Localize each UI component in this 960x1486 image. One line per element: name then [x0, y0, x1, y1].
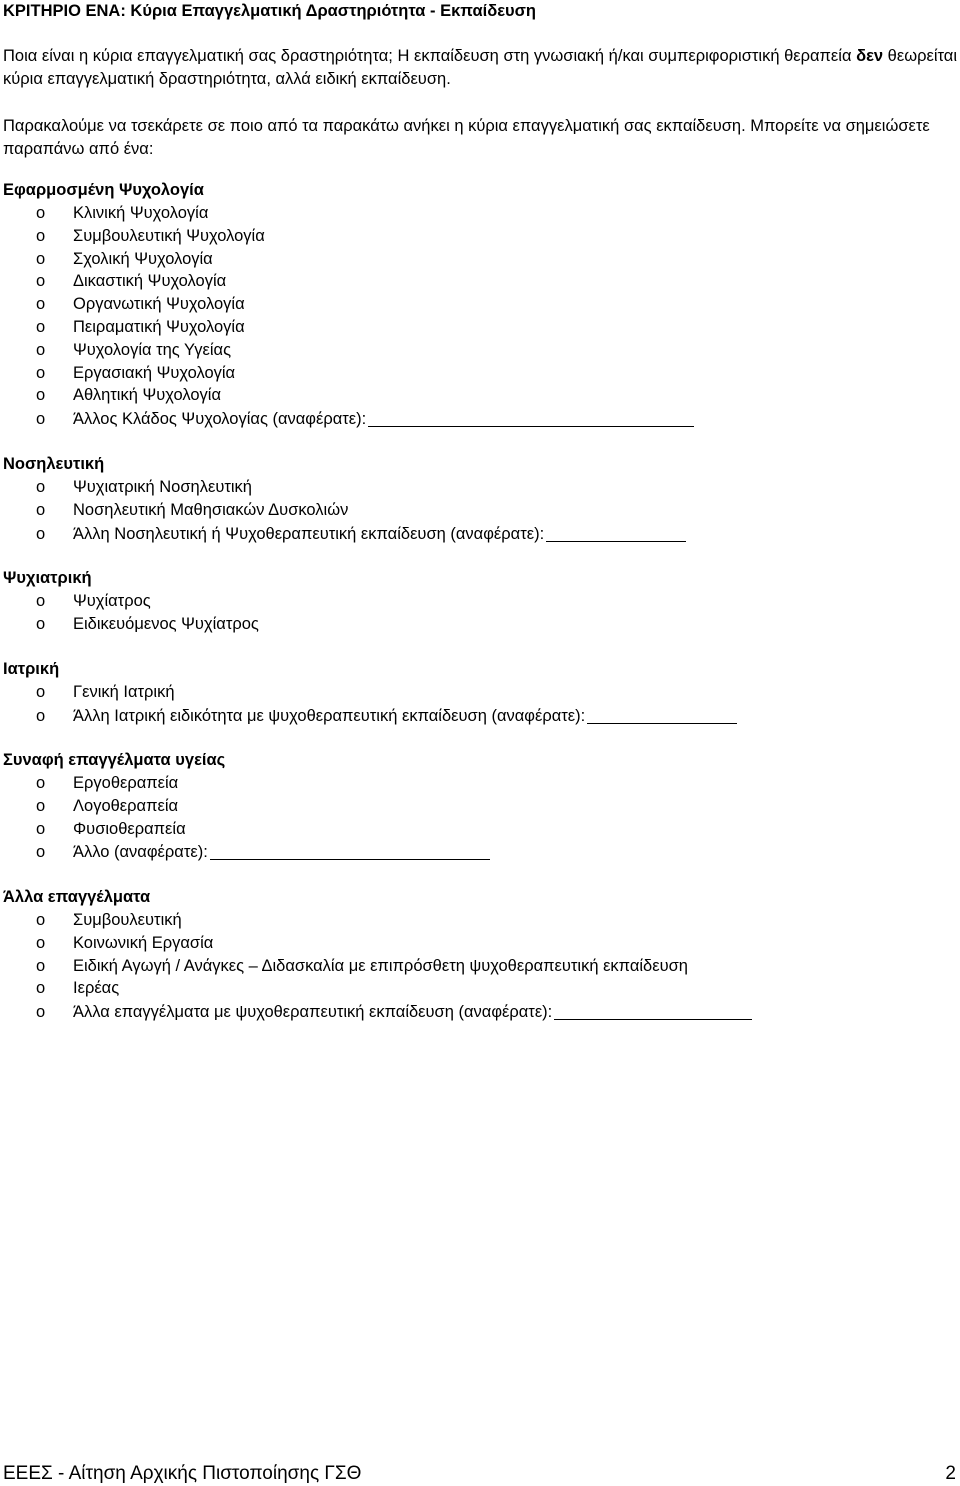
- checkbox-bullet-icon[interactable]: o: [36, 226, 46, 245]
- option-item[interactable]: [3, 270, 957, 293]
- option-item[interactable]: [3, 1000, 957, 1023]
- section-5: [3, 886, 957, 1023]
- fill-in-blank-field[interactable]: [546, 525, 686, 542]
- option-label: Ψυχιατρική Νοσηλευτική: [73, 478, 252, 496]
- option-label: Ψυχίατρος: [73, 592, 151, 610]
- option-item[interactable]: [3, 316, 957, 339]
- checkbox-bullet-icon[interactable]: o: [36, 911, 46, 929]
- option-label: Ψυχολογία της Υγείας: [73, 340, 232, 359]
- checkbox-bullet-icon[interactable]: o: [36, 774, 46, 792]
- option-label: Άλλα επαγγέλματα με ψυχοθεραπευτική εκπαίδευση (αναφέρατε):: [73, 1003, 553, 1022]
- section-heading: Άλλα επαγγέλματα: [3, 888, 151, 906]
- fill-in-blank-field[interactable]: [587, 707, 737, 724]
- option-item[interactable]: [3, 955, 957, 978]
- option-item[interactable]: [3, 339, 957, 362]
- option-label: Ειδική Αγωγή / Ανάγκες – Διδασκαλία με επιπρόσθετη ψυχοθεραπευτική εκπαίδευση: [73, 956, 688, 975]
- checkbox-bullet-icon[interactable]: o: [36, 524, 46, 543]
- option-label: Άλλο (αναφέρατε):: [73, 843, 208, 862]
- option-label: Άλλη Νοσηλευτική ή Ψυχοθεραπευτική εκπαίδευση (αναφέρατε):: [73, 524, 545, 543]
- option-label: Φυσιοθεραπεία: [73, 819, 186, 838]
- section-3: [3, 658, 957, 727]
- section-heading: Συναφή επαγγέλματα υγείας: [3, 751, 226, 769]
- section-heading: Ιατρική: [3, 660, 60, 678]
- option-label: Αθλητική Ψυχολογία: [73, 386, 222, 405]
- checkbox-bullet-icon[interactable]: o: [36, 249, 46, 268]
- option-label: Σχολική Ψυχολογία: [73, 249, 213, 268]
- option-item[interactable]: [3, 932, 957, 955]
- option-item[interactable]: [3, 704, 957, 727]
- checkbox-bullet-icon[interactable]: o: [36, 979, 46, 998]
- option-item[interactable]: [3, 407, 957, 430]
- checkbox-bullet-icon[interactable]: o: [36, 1003, 46, 1022]
- option-label: Ειδικευόμενος Ψυχίατρος: [73, 614, 259, 633]
- option-label: Άλλη Ιατρική ειδικότητα με ψυχοθεραπευτική εκπαίδευση (αναφέρατε):: [73, 706, 586, 725]
- checkbox-bullet-icon[interactable]: o: [36, 340, 46, 359]
- section-4: [3, 749, 957, 863]
- section-heading: Ψυχιατρική: [3, 569, 92, 587]
- checkbox-bullet-icon[interactable]: o: [36, 933, 46, 952]
- option-item[interactable]: [3, 248, 957, 271]
- option-label: Κοινωνική Εργασία: [73, 933, 214, 952]
- checkbox-bullet-icon[interactable]: o: [36, 478, 46, 496]
- option-item[interactable]: [3, 681, 957, 704]
- option-item[interactable]: [3, 522, 957, 545]
- section-2: [3, 567, 957, 636]
- checkbox-bullet-icon[interactable]: o: [36, 410, 46, 429]
- option-item[interactable]: [3, 384, 957, 407]
- option-label: Οργανωτική Ψυχολογία: [73, 295, 245, 314]
- section-0: [3, 179, 957, 430]
- option-label: Εργοθεραπεία: [73, 774, 179, 792]
- option-item[interactable]: [3, 909, 957, 932]
- checkbox-bullet-icon[interactable]: o: [36, 819, 46, 838]
- fill-in-blank-field[interactable]: [554, 1003, 752, 1020]
- checkbox-bullet-icon[interactable]: o: [36, 204, 46, 222]
- option-label: Γενική Ιατρική: [73, 683, 175, 701]
- option-label: Ιερέας: [73, 979, 120, 998]
- checkbox-bullet-icon[interactable]: o: [36, 843, 46, 862]
- option-item[interactable]: [3, 590, 957, 613]
- page-title: ΚΡΙΤΗΡΙΟ ΕΝΑ: Κύρια Επαγγελματική Δραστηριότητα - Εκπαίδευση: [3, 2, 537, 20]
- option-label: Κλινική Ψυχολογία: [73, 204, 209, 222]
- option-item[interactable]: [3, 225, 957, 248]
- checkbox-bullet-icon[interactable]: o: [36, 706, 46, 725]
- checkbox-bullet-icon[interactable]: o: [36, 796, 46, 815]
- option-item[interactable]: [3, 772, 957, 795]
- option-label: Λογοθεραπεία: [73, 796, 179, 815]
- section-heading: Νοσηλευτική: [3, 455, 105, 473]
- intro-paragraph: [3, 45, 957, 91]
- checkbox-bullet-icon[interactable]: o: [36, 386, 46, 405]
- section-1: [3, 453, 957, 544]
- option-label: Νοσηλευτική Μαθησιακών Δυσκολιών: [73, 500, 349, 519]
- checkbox-bullet-icon[interactable]: o: [36, 500, 46, 519]
- checkbox-bullet-icon[interactable]: o: [36, 272, 46, 291]
- checkbox-bullet-icon[interactable]: o: [36, 592, 46, 610]
- option-item[interactable]: [3, 977, 957, 1000]
- checkbox-bullet-icon[interactable]: o: [36, 614, 46, 633]
- section-heading: Εφαρμοσμένη Ψυχολογία: [3, 181, 204, 199]
- option-item[interactable]: [3, 202, 957, 225]
- option-item[interactable]: [3, 362, 957, 385]
- checkbox-bullet-icon[interactable]: o: [36, 363, 46, 382]
- option-item[interactable]: [3, 476, 957, 499]
- option-item[interactable]: [3, 795, 957, 818]
- option-item[interactable]: [3, 840, 957, 863]
- option-item[interactable]: [3, 613, 957, 636]
- option-label: Συμβουλευτική: [73, 911, 182, 929]
- option-label: Άλλος Κλάδος Ψυχολογίας (αναφέρατε):: [73, 410, 367, 429]
- option-item[interactable]: [3, 818, 957, 841]
- option-item[interactable]: [3, 499, 957, 522]
- checkbox-bullet-icon[interactable]: o: [36, 683, 46, 701]
- option-item[interactable]: [3, 293, 957, 316]
- footer-title: ΕΕΕΣ - Αίτηση Αρχικής Πιστοποίησης ΓΣΘ: [3, 1463, 362, 1484]
- option-label: Εργασιακή Ψυχολογία: [73, 363, 236, 382]
- intro-bold-word: δεν: [856, 47, 884, 65]
- intro-text-start: Ποια είναι η κύρια επαγγελματική σας δραστηριότητα; Η εκπαίδευση στη γνωσιακή ή/και συμπεριφοριστική θεραπεία: [3, 47, 857, 65]
- fill-in-blank-field[interactable]: [368, 410, 694, 427]
- option-label: Συμβουλευτική Ψυχολογία: [73, 226, 265, 245]
- page-number: 2: [945, 1463, 956, 1484]
- fill-in-blank-field[interactable]: [210, 843, 490, 860]
- checkbox-bullet-icon[interactable]: o: [36, 956, 46, 975]
- intro-text-end: θεωρείται κύρια επαγγελματική δραστηριότητα, αλλά ειδική εκπαίδευση.: [3, 47, 957, 88]
- option-label: Δικαστική Ψυχολογία: [73, 272, 227, 291]
- option-label: Πειραματική Ψυχολογία: [73, 317, 245, 336]
- instructions-paragraph: Παρακαλούμε να τσεκάρετε σε ποιο από τα παρακάτω ανήκει η κύρια επαγγελματική σας εκπαίδευση. Μπορείτε να σημειώσετε παραπάνω από ένα:: [3, 117, 930, 158]
- checkbox-bullet-icon[interactable]: o: [36, 295, 46, 314]
- checkbox-bullet-icon[interactable]: o: [36, 317, 46, 336]
